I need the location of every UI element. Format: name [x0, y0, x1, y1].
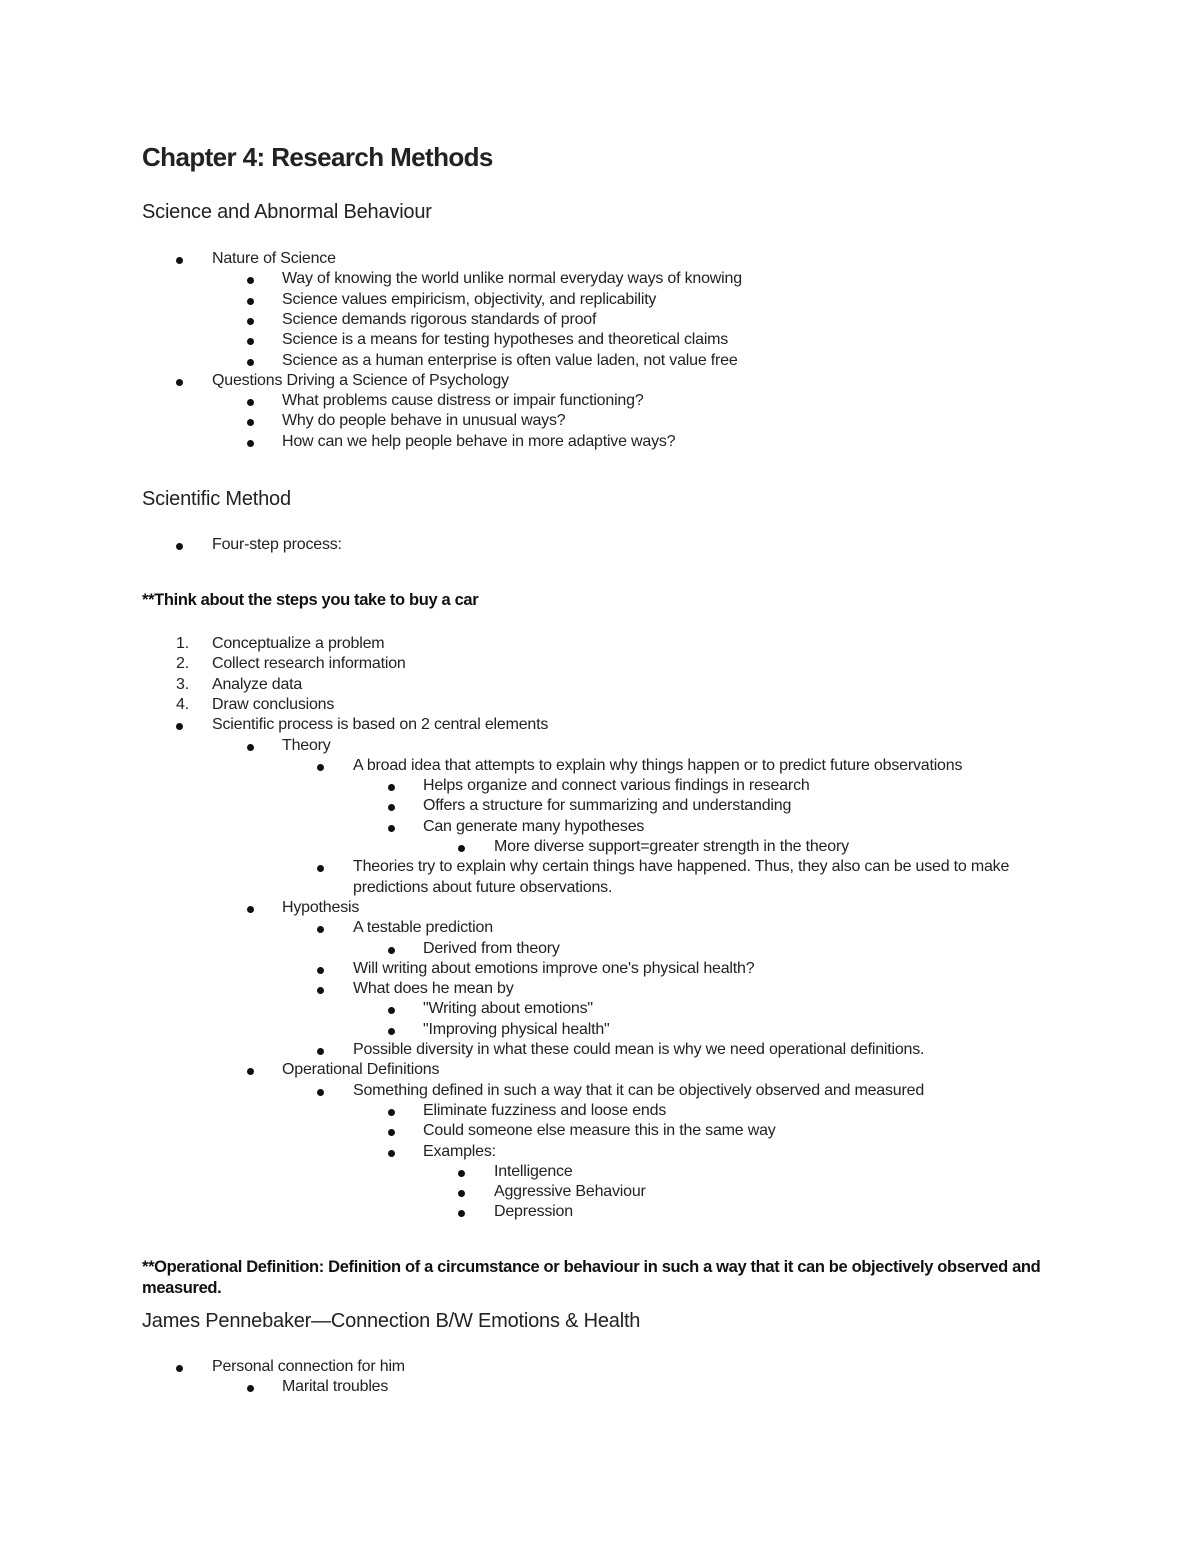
list-item-text: Questions Driving a Science of Psychology — [212, 371, 509, 389]
bullet-icon — [176, 257, 183, 264]
list-item-text: Conceptualize a problem — [212, 635, 385, 652]
list-item-text: Theories try to explain why certain things have happened. Thus, they also can be used to make predictions about future observations. — [353, 858, 1010, 896]
bullet-icon — [247, 338, 254, 345]
bullet-icon — [388, 1028, 395, 1035]
bullet-icon — [458, 1190, 465, 1197]
list-item-text: Could someone else measure this in the same way — [423, 1122, 776, 1140]
bullet-icon — [247, 744, 254, 751]
list-item-text: Way of knowing the world unlike normal everyday ways of knowing — [282, 270, 742, 288]
list-item-text: Helps organize and connect various findings in research — [423, 777, 810, 795]
list-item-text: Operational Definitions — [282, 1061, 440, 1079]
bullet-icon — [247, 1385, 254, 1392]
bullet-icon — [317, 865, 324, 872]
list-item-text: Collect research information — [212, 655, 406, 673]
list-item-text: Will writing about emotions improve one's physical health? — [353, 959, 755, 977]
list-item-text: A broad idea that attempts to explain why things happen or to predict future observations — [353, 756, 963, 774]
list-item-text: Scientific process is based on 2 central elements — [212, 716, 549, 734]
list-item-text: Science demands rigorous standards of proof — [282, 310, 597, 328]
list-item-text: Possible diversity in what these could mean is why we need operational definitions. — [353, 1041, 925, 1058]
list-item-text: Something defined in such a way that it can be objectively observed and measured — [353, 1081, 925, 1099]
bullet-icon — [176, 543, 183, 550]
list-item-text: Draw conclusions — [212, 695, 335, 713]
list-item-text: A testable prediction — [353, 919, 493, 937]
note-buy-car: **Think about the steps you take to buy a car — [142, 591, 479, 609]
bullet-icon — [388, 1109, 395, 1116]
list-item-text: Science as a human enterprise is often value laden, not value free — [282, 351, 738, 369]
list-item-text: Depression — [494, 1203, 573, 1221]
chapter-title: Chapter 4: Research Methods — [142, 142, 493, 172]
list-item-text: Offers a structure for summarizing and understanding — [423, 797, 792, 815]
list-item-text: Theory — [282, 736, 331, 754]
bullet-icon — [176, 1365, 183, 1372]
bullet-icon — [317, 926, 324, 933]
list-item-text: Nature of Science — [212, 250, 336, 267]
bullet-icon — [317, 764, 324, 771]
bullet-icon — [458, 845, 465, 852]
section-heading-pennebaker: James Pennebaker—Connection B/W Emotions & Health — [142, 1310, 641, 1332]
list-item-text: What problems cause distress or impair functioning? — [282, 392, 644, 410]
list-number: 2. — [176, 655, 189, 673]
list-item-text: Personal connection for him — [212, 1358, 405, 1375]
bullet-icon — [388, 1150, 395, 1157]
bullet-icon — [247, 359, 254, 366]
list-item-text: "Improving physical health" — [423, 1020, 610, 1038]
bullet-icon — [176, 379, 183, 386]
bullet-icon — [176, 723, 183, 730]
list-item-text: Why do people behave in unusual ways? — [282, 412, 566, 430]
bullet-icon — [317, 1048, 324, 1055]
bullet-icon — [388, 1129, 395, 1136]
list-item-text: How can we help people behave in more adaptive ways? — [282, 432, 676, 450]
list-item-text: What does he mean by — [353, 980, 514, 998]
bullet-icon — [247, 906, 254, 913]
bullet-icon — [388, 947, 395, 954]
list-item-text: Derived from theory — [423, 939, 560, 957]
list-item-text: Intelligence — [494, 1162, 573, 1180]
bullet-icon — [317, 987, 324, 994]
section-heading-science: Science and Abnormal Behaviour — [142, 201, 432, 223]
bullet-icon — [247, 277, 254, 284]
bullet-icon — [458, 1170, 465, 1177]
bullet-icon — [388, 804, 395, 811]
section-heading-scientific-method: Scientific Method — [142, 488, 291, 510]
bullet-icon — [388, 1007, 395, 1014]
bullet-icon — [247, 399, 254, 406]
list-number: 3. — [176, 675, 189, 693]
bullet-icon — [317, 1089, 324, 1096]
list-item-text: Aggressive Behaviour — [494, 1183, 646, 1201]
list-number: 1. — [176, 635, 189, 652]
bullet-icon — [247, 298, 254, 305]
bullet-icon — [458, 1210, 465, 1217]
list-item-text: "Writing about emotions" — [423, 1000, 593, 1018]
note-operational-definition: **Operational Definition: Definition of a circumstance or behaviour in such a way that it can be objectively observed and measured. — [142, 1258, 1041, 1297]
list-item-text: Examples: — [423, 1142, 496, 1160]
bullet-icon — [388, 825, 395, 832]
list-item-text: Marital troubles — [282, 1378, 389, 1396]
list-item-text: Hypothesis — [282, 898, 360, 916]
bullet-icon — [247, 419, 254, 426]
list-item-text: Eliminate fuzziness and loose ends — [423, 1101, 667, 1119]
list-item-text: More diverse support=greater strength in the theory — [494, 838, 849, 855]
list-item-text: Analyze data — [212, 675, 303, 693]
list-item-text: Four-step process: — [212, 536, 342, 553]
bullet-icon — [388, 784, 395, 791]
list-item-text: Can generate many hypotheses — [423, 817, 645, 835]
bullet-icon — [247, 318, 254, 325]
list-item-text: Science is a means for testing hypotheses and theoretical claims — [282, 331, 729, 349]
bullet-icon — [247, 1068, 254, 1075]
list-number: 4. — [176, 695, 189, 713]
bullet-icon — [317, 967, 324, 974]
bullet-icon — [247, 440, 254, 447]
list-item-text: Science values empiricism, objectivity, and replicability — [282, 290, 657, 308]
